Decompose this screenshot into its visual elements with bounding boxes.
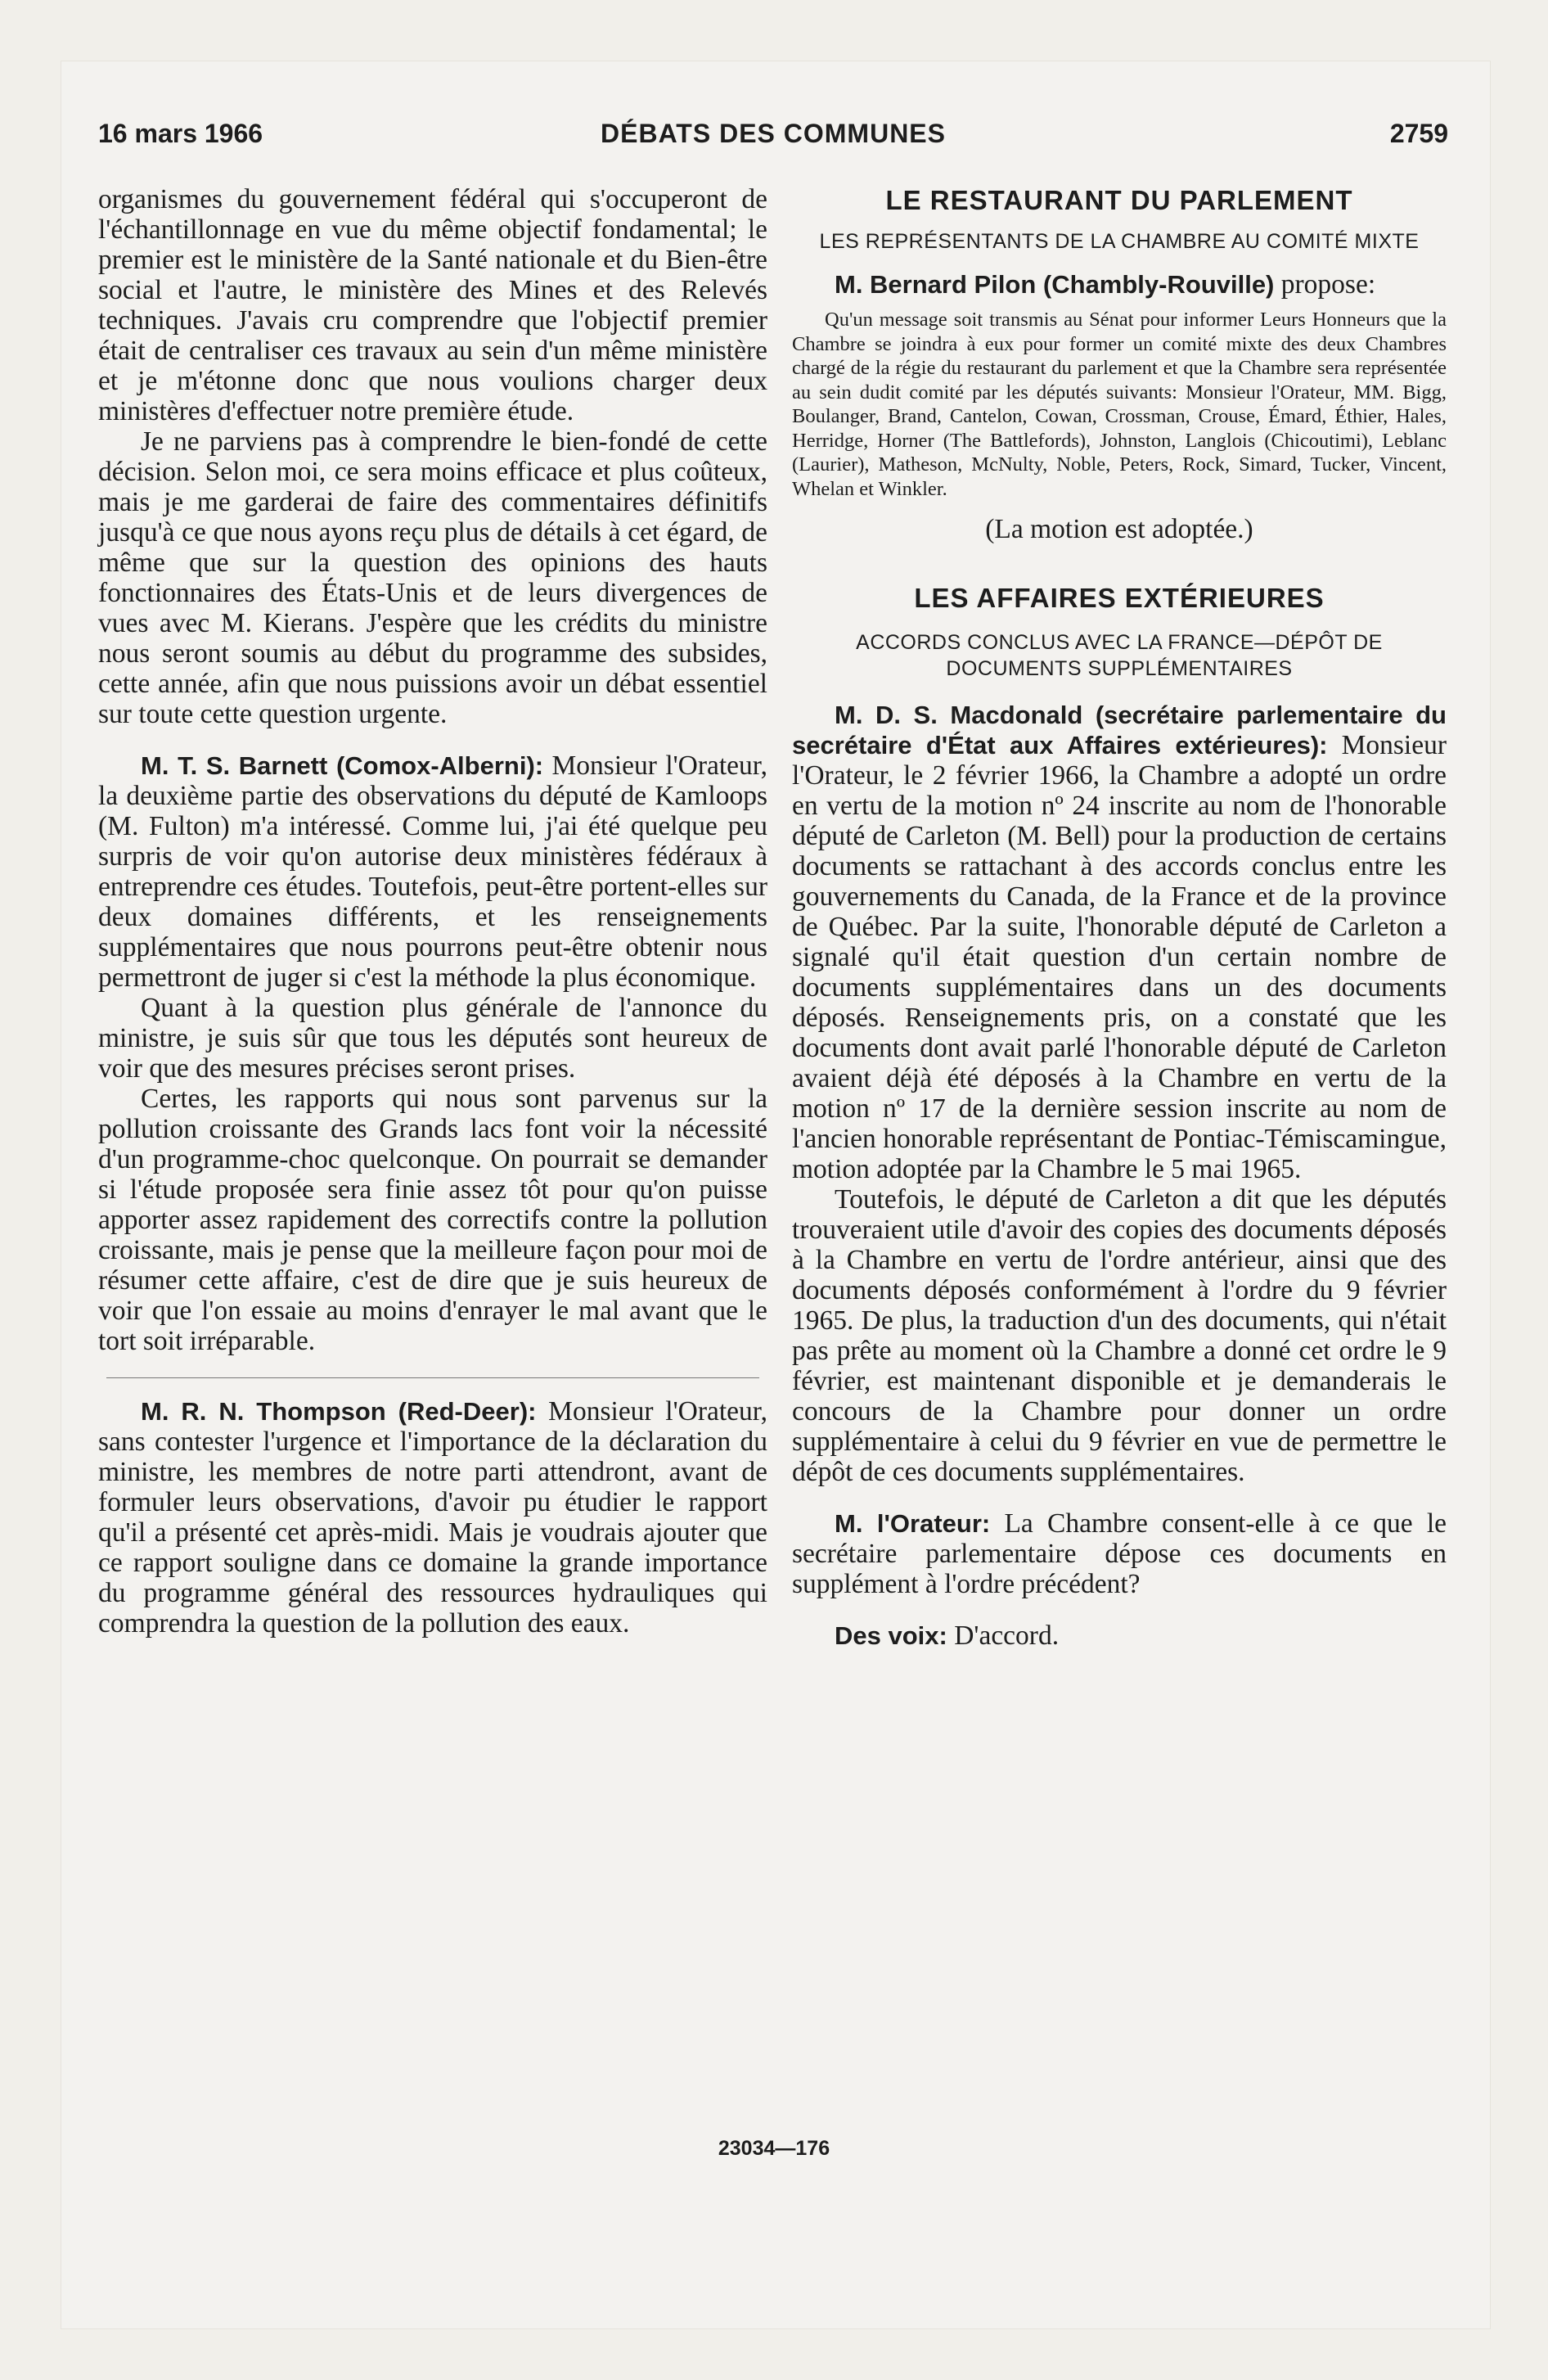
speech-text: La Chambre consent-elle à ce que le secrétaire parlementaire dépose ces documents en supplément à l'ordre précédent? [792,1508,1447,1599]
paragraph: Quant à la question plus générale de l'annonce du ministre, je suis sûr que tous les députés sont heureux de voir que des mesures précises seront prises. [98,993,767,1084]
motion-text: Qu'un message soit transmis au Sénat pour informer Leurs Honneurs que la Chambre se joindra à eux pour former un comité mixte des deux Chambres chargé de la régie du restaurant du parlement et que la Chambre sera représentée au sein dudit comité par les députés suivants: Monsieur l'Orateur, MM. Bigg, Boulanger, Brand, Cantelon, Cowan, Crossman, Crouse, Émard, Éthier, Hales, Herridge, Horner (The Battlefords), Johnston, Langlois (Chicoutimi), Leblanc (Laurier), Matheson, McNulty, Noble, Peters, Rock, Simard, Tucker, Vincent, Whelan et Winkler. [792,309,1447,500]
paragraph: Certes, les rapports qui nous sont parvenus sur la pollution croissante des Grands lacs font voir la nécessité d'un programme-choc quelconque. On pourrait se demander si l'étude proposée sera finie assez tôt pour qu'on puisse apporter assez rapidement des correctifs contre la pollution croissante, mais je pense que la meilleure façon pour moi de résumer cette affaire, c'est de dire que je suis heureux de voir que l'on essaie au moins d'enrayer le mal avant que le tort soit irréparable. [98,1084,767,1356]
speaker-name: M. T. S. Barnett (Comox-Alberni): [141,751,544,780]
speaker-name: M. Bernard Pilon (Chambly-Rouville) [835,270,1275,299]
speaker-paragraph [792,1508,1447,1599]
speaker-name: Des voix: [835,1621,947,1650]
speaker-paragraph [792,1620,1447,1651]
header-date: 16 mars 1966 [98,119,263,148]
page-header [98,119,1448,156]
speaker-name: M. l'Orateur: [835,1509,991,1538]
speech-text: propose: [1274,269,1376,300]
left-column [98,184,767,1639]
header-page-number: 2759 [1389,119,1448,148]
paragraph: Toutefois, le député de Carleton a dit que les députés trouveraient utile d'avoir des copies des documents déposés à la Chambre en vertu de l'ordre antérieur, ainsi que des documents déposés conformément à l'ordre du 9 février 1965. De plus, la traduction d'un des documents, qui n'était pas prête au moment où la Chambre a donné cet ordre le 9 février, est maintenant disponible et je demanderais le concours de la Chambre pour donner un ordre supplémentaire à celui du 9 février en vue de permettre le dépôt de ces documents supplémentaires. [792,1184,1447,1487]
right-column [792,184,1447,1651]
speaker-name: M. D. S. Macdonald (secrétaire parlementaire du secrétaire d'État aux Affaires extérieures): [792,701,1447,760]
section-subheading: LES REPRÉSENTANTS DE LA CHAMBRE AU COMITÉ MIXTE [819,230,1420,253]
speech-text: Monsieur l'Orateur, la deuxième partie des observations du député de Kamloops (M. Fulton) m'a intéressé. Comme lui, j'ai été quelque peu surpris de voir qu'on autorise deux ministères fédéraux à entreprendre ces études. Toutefois, peut-être portent-elles sur deux domaines différents, et les renseignements supplémentaires que nous pourrons peut-être obtenir nous permettront de juger si c'est la méthode la plus économique. [98,751,767,993]
section-heading: LES AFFAIRES EXTÉRIEURES [914,583,1325,613]
speech-text: Monsieur l'Orateur, le 2 février 1966, la Chambre a adopté un ordre en vertu de la motion nº 24 inscrite au nom de l'honorable député de Carleton (M. Bell) pour la production de certains documents se rattachant à des accords conclus entre les gouvernements du Canada, de la France et de la province de Québec. Par la suite, l'honorable député de Carleton a signalé qu'il était question d'un certain nombre de documents supplémentaires dans un des documents déposés. Renseignements pris, on a constaté que les documents dont avait parlé l'honorable député de Carleton avaient déjà été déposés à la Chambre en vertu de la motion nº 17 de la dernière session inscrite au nom de l'ancien honorable représentant de Pontiac-Témiscamingue, motion adoptée par la Chambre le 5 mai 1965. [792,730,1447,1184]
speaker-paragraph [98,1396,767,1639]
paragraph: organismes du gouvernement fédéral qui s'occuperont de l'échantillonnage en vue du même objectif fondamental; le premier est le ministère de la Santé nationale et du Bien-être social et l'autre, le ministère des Mines et des Relevés techniques. J'avais cru comprendre que l'objectif premier était de centraliser ces travaux au sein d'un même ministère et je m'étonne donc que nous voulions charger deux ministères d'effectuer notre première étude. [98,184,767,426]
section-heading: LE RESTAURANT DU PARLEMENT [885,185,1353,215]
speech-text: Monsieur l'Orateur, sans contester l'urgence et l'importance de la déclaration du ministre, les membres de notre parti attendront, avant de formuler leurs observations, d'avoir pu étudier le rapport qu'il a présenté cet après-midi. Mais je voudrais ajouter que ce rapport souligne dans ce domaine la grande importance du programme général des ressources hydrauliques qui comprendra la question de la pollution des eaux. [98,1396,767,1639]
speaker-name: M. R. N. Thompson (Red-Deer): [141,1397,537,1426]
speech-text: D'accord. [947,1620,1060,1651]
speaker-paragraph [98,751,767,993]
page-footer-code: 23034—176 [718,2137,830,2160]
section-subheading: ACCORDS CONCLUS AVEC LA FRANCE—DÉPÔT DE DOCUMENTS SUPPLÉMENTAIRES [856,631,1383,680]
paragraph: Je ne parviens pas à comprendre le bien-fondé de cette décision. Selon moi, ce sera moins efficace et plus coûteux, mais je me garderai de faire des commentaires définitifs jusqu'à ce que nous ayons reçu plus de détails à cet égard, de même que sur la question des opinions des hauts fonctionnaires des États-Unis et de leurs divergences de vues avec M. Kierans. J'espère que les crédits du ministre nous seront soumis au début du programme des subsides, cette année, afin que nous puissions avoir un débat essentiel sur toute cette question urgente. [98,426,767,729]
speaker-paragraph [792,700,1447,1184]
header-title: DÉBATS DES COMMUNES [601,119,946,148]
divider [106,1377,759,1378]
speaker-paragraph [792,269,1447,300]
motion-adopted: (La motion est adoptée.) [985,514,1253,544]
